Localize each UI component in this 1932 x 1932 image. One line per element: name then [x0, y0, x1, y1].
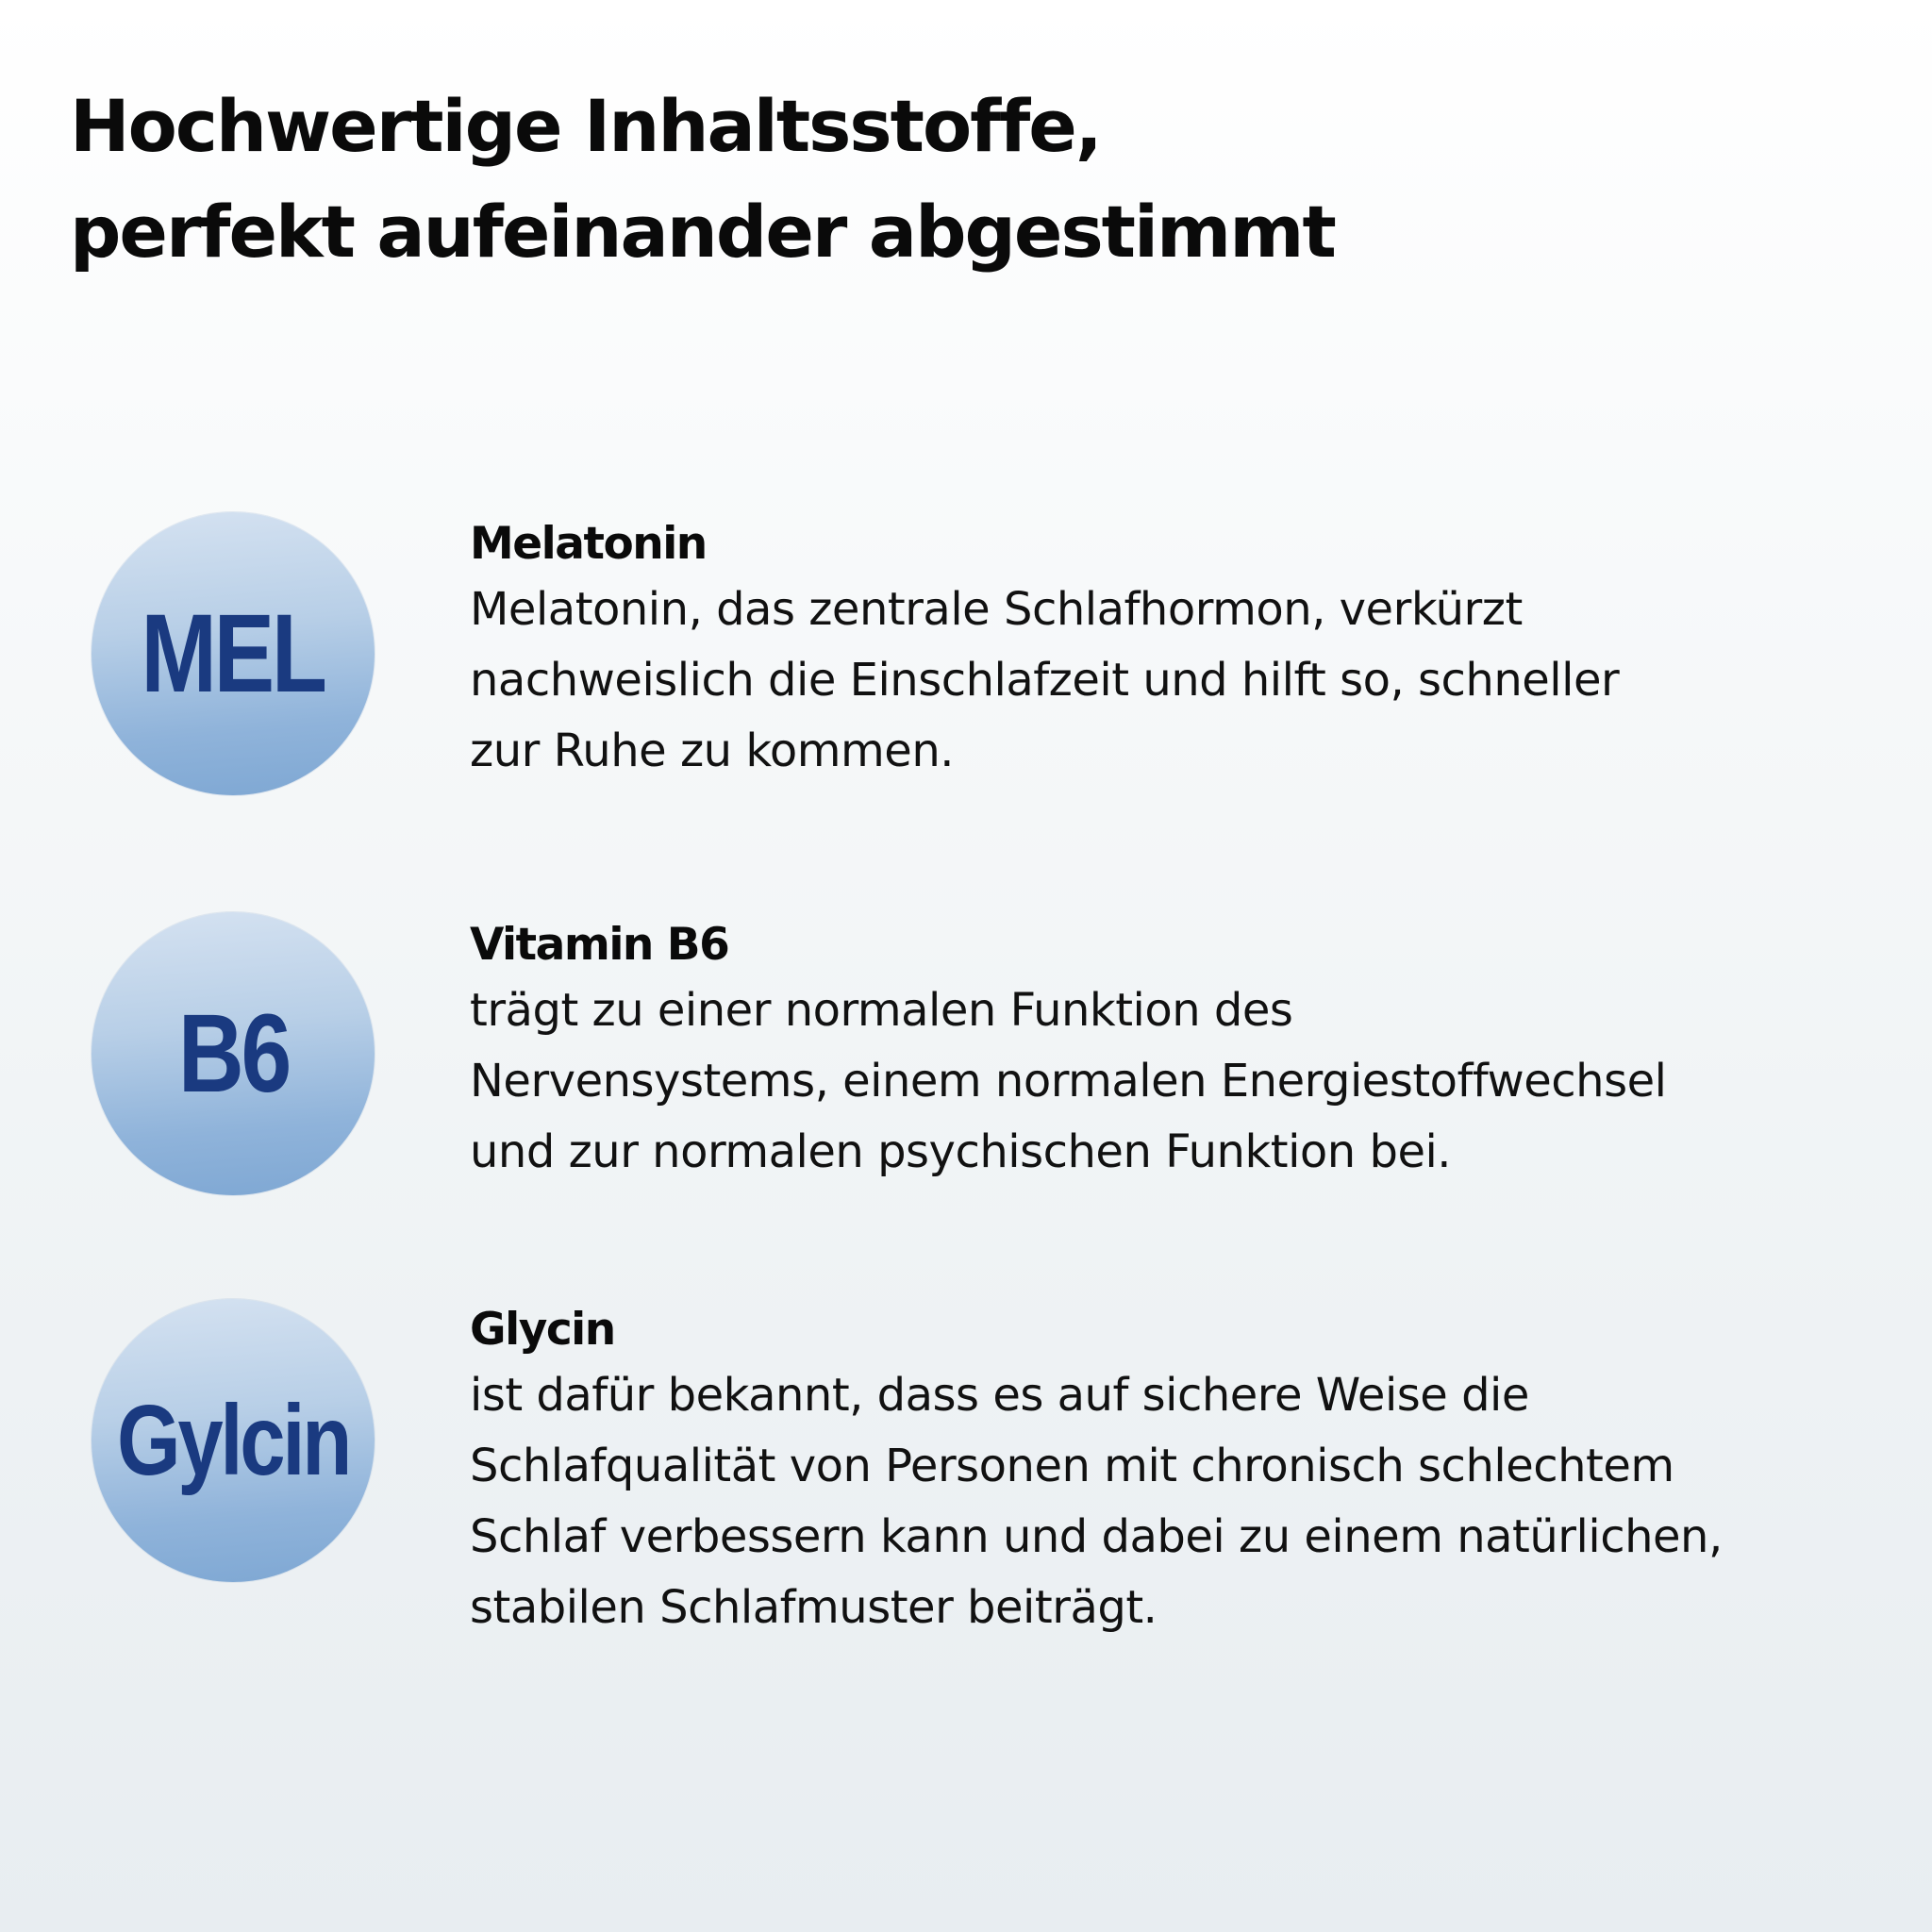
body-line: zur Ruhe zu kommen. [470, 724, 954, 777]
body-line: trägt zu einer normalen Funktion des [470, 984, 1293, 1037]
page-title [70, 74, 1335, 285]
vitamin-b6-badge-icon [92, 912, 375, 1195]
ingredient-description [470, 1300, 1866, 1643]
body-line: und zur normalen psychischen Funktion bei. [470, 1125, 1452, 1178]
body-line: nachweislich die Einschlafzeit und hilft so, schneller [470, 654, 1620, 707]
badge-label: B6 [177, 991, 289, 1116]
melatonin-badge-icon [92, 512, 375, 795]
ingredient-heading: Melatonin [470, 518, 707, 570]
ingredient-heading: Glycin [470, 1304, 615, 1356]
body-line: Schlaf verbessern kann und dabei zu einem natürlichen, [470, 1510, 1723, 1563]
body-line: ist dafür bekannt, dass es auf sichere Weise die [470, 1369, 1529, 1422]
ingredient-heading: Vitamin B6 [470, 919, 729, 971]
page-title-line-1: Hochwertige Inhaltsstoffe, [70, 84, 1101, 168]
page-title-line-2: perfekt aufeinander abgestimmt [70, 190, 1335, 274]
badge-label: Gylcin [117, 1385, 350, 1496]
badge-label: MEL [141, 591, 325, 716]
ingredient-description [470, 915, 1866, 1188]
glycin-badge-icon [92, 1299, 375, 1582]
body-line: Melatonin, das zentrale Schlafhormon, verkürzt [470, 583, 1523, 636]
body-line: Nervensystems, einem normalen Energiestoffwechsel [470, 1055, 1667, 1108]
body-line: stabilen Schlafmuster beiträgt. [470, 1581, 1158, 1634]
body-line: Schlafqualität von Personen mit chronisch schlechtem [470, 1440, 1674, 1492]
ingredient-description [470, 514, 1866, 787]
